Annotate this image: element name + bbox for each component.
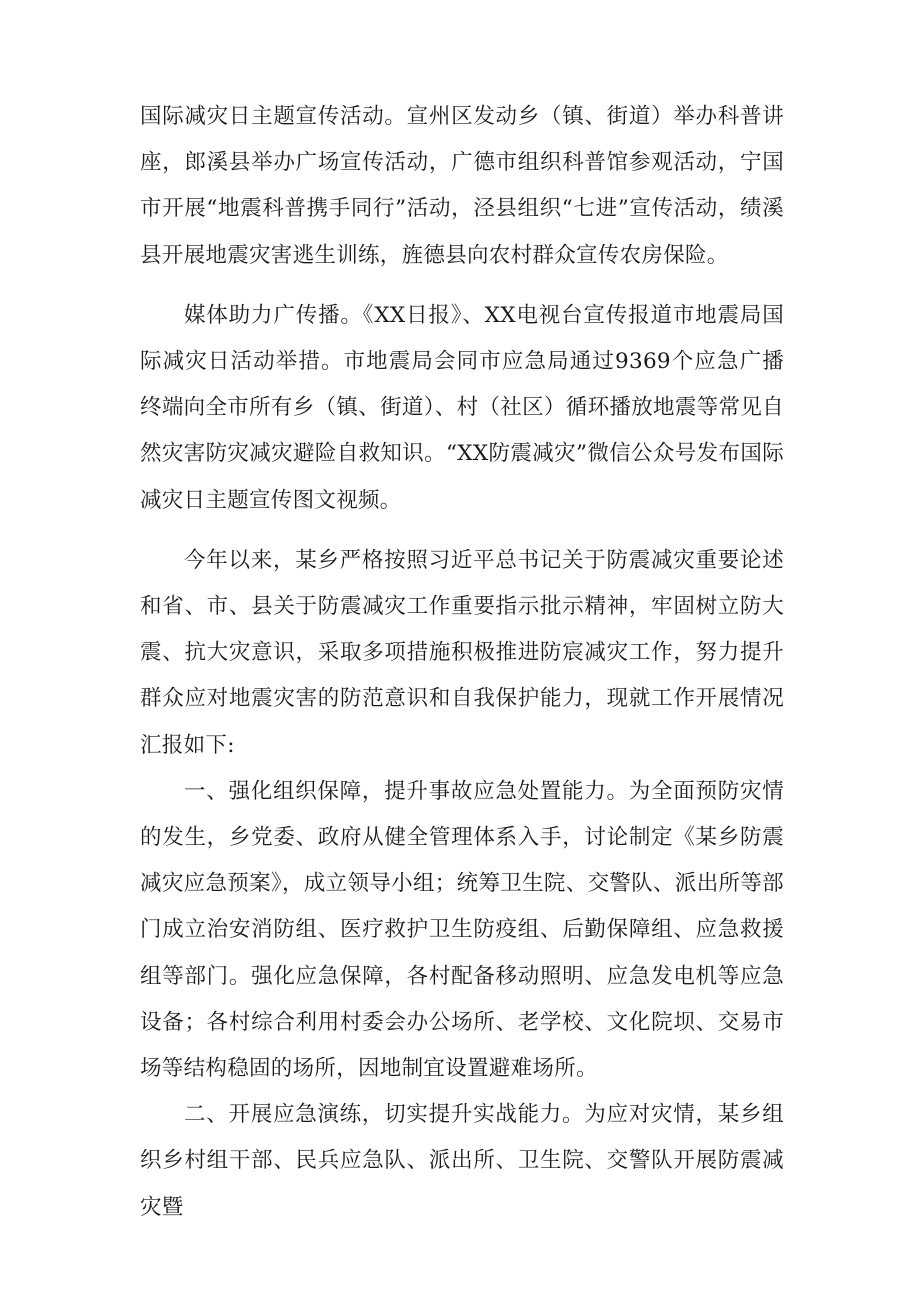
paragraph-5: 二、开展应急演练，切实提升实战能力。为应对灾情，某乡组织乡村组干部、民兵应急队、派出所、卫生院、交警队开展防震减灾暨: [140, 1102, 784, 1220]
paragraph-4: 一、强化组织保障，提升事故应急处置能力。为全面预防灾情的发生，乡党委、政府从健全管理体系入手，讨论制定《某乡防震减灾应急预案》，成立领导小组；统筹卫生院、交警队、派出所等部门成立治安消防组、医疗救护卫生防疫组、后勤保障组、应急救援组等部门。强化应急保障，各村配备移动照明、应急发电机等应急设备；各村综合利用村委会办公场所、老学校、文化院坝、交易市场等结构稳固的场所，因地制宜设置避难场所。: [140, 778, 784, 1082]
paragraph-3: 今年以来，某乡严格按照习近平总书记关于防震减灾重要论述和省、市、县关于防震减灾工作重要指示批示精神，牢固树立防大震、抗大灾意识，采取多项措施积极推进防宸减灾工作，努力提升群众应对地震灾害的防范意识和自我保护能力，现就工作开展情况汇报如下:: [140, 547, 784, 758]
paragraph-2: 媒体助力广传播。《XX日报》、XX电视台宣传报道市地震局国际减灾日活动举措。市地震局会同市应急局通过9369个应急广播终端向全市所有乡（镇、街道）、村（社区）循环播放地震等常见自然灾害防灾减灾避险自救知识。“XX防震减灾”微信公众号发布国际减灾日主题宣传图文视频。: [140, 302, 784, 513]
document-body: [140, 94, 784, 1231]
paragraph-1: 国际减灾日主题宣传活动。宣州区发动乡（镇、街道）举办科普讲座，郎溪县举办广场宣传活动，广德市组织科普馆参观活动，宁国市开展“地震科普携手同行”活动，泾县组织“七进”宣传活动，绩溪县开展地震灾害逃生训练，旌德县向农村群众宣传农房保险。: [140, 104, 784, 268]
